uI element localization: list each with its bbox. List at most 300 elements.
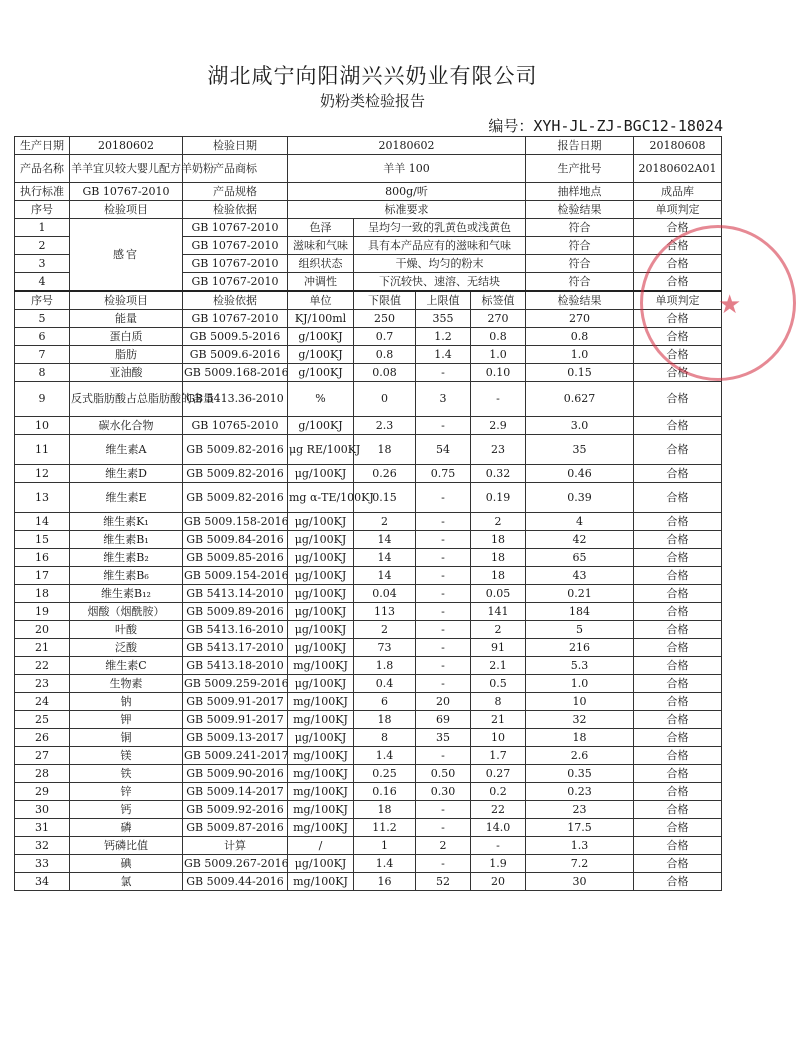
nutrient-row [15, 819, 722, 837]
nutrient-item: 镁 [70, 747, 183, 765]
nutrient-judgement: 合格 [634, 435, 722, 465]
sensory-requirement: 下沉较快、速溶、无结块 [354, 273, 526, 292]
info-row-1 [15, 137, 722, 155]
nutrient-basis: GB 5009.259-2016 [183, 675, 288, 693]
spec-label: 产品规格 [183, 183, 288, 201]
brand-value: 羊羊 100 [288, 155, 526, 183]
nutrient-label-value: 2.1 [471, 657, 526, 675]
nutrient-judgement: 合格 [634, 675, 722, 693]
nutrient-no: 19 [15, 603, 70, 621]
nutrient-row [15, 567, 722, 585]
nutrient-label-value: 0.2 [471, 783, 526, 801]
nutrient-head-label: 标签值 [471, 291, 526, 310]
report-number-value: XYH-JL-ZJ-BGC12-18024 [533, 117, 723, 135]
nutrient-result: 35 [526, 435, 634, 465]
nutrient-row [15, 346, 722, 364]
nutrient-no: 18 [15, 585, 70, 603]
nutrient-head-unit: 单位 [288, 291, 354, 310]
nutrient-basis: GB 5009.241-2017 [183, 747, 288, 765]
sensory-no: 3 [15, 255, 70, 273]
nutrient-min: 0.8 [354, 346, 416, 364]
nutrient-max: 52 [416, 873, 471, 891]
nutrient-basis: GB 5009.91-2017 [183, 693, 288, 711]
nutrient-unit: g/100KJ [288, 417, 354, 435]
nutrient-min: 73 [354, 639, 416, 657]
sensory-requirement: 干燥、均匀的粉末 [354, 255, 526, 273]
nutrient-unit: μg/100KJ [288, 549, 354, 567]
report-number-label: 编号： [488, 117, 534, 135]
sensory-basis: GB 10767-2010 [183, 237, 288, 255]
sensory-attribute: 色泽 [288, 219, 354, 237]
inspection-table [14, 136, 722, 891]
sensory-attribute: 滋味和气味 [288, 237, 354, 255]
nutrient-max: - [416, 639, 471, 657]
batch-value: 20180602A01 [634, 155, 722, 183]
nutrient-label-value: 2 [471, 513, 526, 531]
nutrient-result: 0.627 [526, 382, 634, 417]
nutrient-no: 10 [15, 417, 70, 435]
batch-label: 生产批号 [526, 155, 634, 183]
sensory-header-row [15, 201, 722, 219]
report-date-value: 20180608 [634, 137, 722, 155]
nutrient-result: 32 [526, 711, 634, 729]
info-row-2 [15, 155, 722, 183]
company-name: 湖北咸宁向阳湖兴兴奶业有限公司 [207, 64, 538, 88]
nutrient-result: 0.8 [526, 328, 634, 346]
nutrient-min: 2 [354, 621, 416, 639]
report-date-label: 报告日期 [526, 137, 634, 155]
nutrient-row [15, 328, 722, 346]
nutrient-max: - [416, 585, 471, 603]
nutrient-item: 叶酸 [70, 621, 183, 639]
nutrient-row [15, 483, 722, 513]
nutrient-row [15, 465, 722, 483]
nutrient-unit: % [288, 382, 354, 417]
nutrient-no: 16 [15, 549, 70, 567]
nutrient-min: 0.26 [354, 465, 416, 483]
nutrient-label-value: 2 [471, 621, 526, 639]
nutrient-result: 5 [526, 621, 634, 639]
nutrient-max: 20 [416, 693, 471, 711]
nutrient-no: 15 [15, 531, 70, 549]
nutrient-judgement: 合格 [634, 465, 722, 483]
nutrient-judgement: 合格 [634, 729, 722, 747]
nutrient-head-no: 序号 [15, 291, 70, 310]
standard-value: GB 10767-2010 [70, 183, 183, 201]
nutrient-item: 亚油酸 [70, 364, 183, 382]
nutrient-min: 18 [354, 711, 416, 729]
nutrient-max: 355 [416, 310, 471, 328]
nutrient-row [15, 621, 722, 639]
nutrient-result: 30 [526, 873, 634, 891]
nutrient-result: 1.3 [526, 837, 634, 855]
nutrient-head-max: 上限值 [416, 291, 471, 310]
nutrient-label-value: 23 [471, 435, 526, 465]
nutrient-label-value: 10 [471, 729, 526, 747]
info-row-3 [15, 183, 722, 201]
prod-date-label: 生产日期 [15, 137, 70, 155]
nutrient-judgement: 合格 [634, 513, 722, 531]
nutrient-row [15, 531, 722, 549]
nutrient-no: 24 [15, 693, 70, 711]
nutrient-result: 1.0 [526, 346, 634, 364]
nutrient-basis: GB 5009.44-2016 [183, 873, 288, 891]
nutrient-row [15, 382, 722, 417]
nutrient-judgement: 合格 [634, 693, 722, 711]
nutrient-max: - [416, 417, 471, 435]
nutrient-judgement: 合格 [634, 837, 722, 855]
nutrient-basis: GB 5413.16-2010 [183, 621, 288, 639]
nutrient-unit: mg/100KJ [288, 819, 354, 837]
nutrient-no: 12 [15, 465, 70, 483]
nutrient-min: 14 [354, 549, 416, 567]
test-date-label: 检验日期 [183, 137, 288, 155]
nutrient-no: 13 [15, 483, 70, 513]
nutrient-basis: GB 10767-2010 [183, 310, 288, 328]
nutrient-item: 蛋白质 [70, 328, 183, 346]
sensory-result: 符合 [526, 273, 634, 292]
nutrient-result: 0.35 [526, 765, 634, 783]
nutrient-label-value: 22 [471, 801, 526, 819]
sensory-group-label: 感官 [70, 219, 183, 292]
nutrient-no: 23 [15, 675, 70, 693]
nutrient-min: 14 [354, 531, 416, 549]
sensory-head-result: 检验结果 [526, 201, 634, 219]
sensory-judgement: 合格 [634, 255, 722, 273]
nutrient-max: - [416, 513, 471, 531]
nutrient-result: 65 [526, 549, 634, 567]
nutrient-basis: GB 5009.91-2017 [183, 711, 288, 729]
nutrient-result: 10 [526, 693, 634, 711]
nutrient-item: 维生素A [70, 435, 183, 465]
standard-label: 执行标准 [15, 183, 70, 201]
nutrient-basis: GB 5009.13-2017 [183, 729, 288, 747]
product-name-label: 产品名称 [15, 155, 70, 183]
nutrient-row [15, 417, 722, 435]
nutrient-min: 0.04 [354, 585, 416, 603]
nutrient-basis: 计算 [183, 837, 288, 855]
nutrient-min: 1.8 [354, 657, 416, 675]
nutrient-basis: GB 5009.90-2016 [183, 765, 288, 783]
nutrient-max: 69 [416, 711, 471, 729]
nutrient-label-value: 20 [471, 873, 526, 891]
nutrient-row [15, 310, 722, 328]
nutrient-label-value: 0.5 [471, 675, 526, 693]
nutrient-max: - [416, 531, 471, 549]
nutrient-result: 17.5 [526, 819, 634, 837]
nutrient-row [15, 603, 722, 621]
nutrient-unit: μg/100KJ [288, 621, 354, 639]
nutrient-max: 35 [416, 729, 471, 747]
nutrient-basis: GB 5009.84-2016 [183, 531, 288, 549]
nutrient-no: 9 [15, 382, 70, 417]
nutrient-judgement: 合格 [634, 639, 722, 657]
nutrient-head-result: 检验结果 [526, 291, 634, 310]
sensory-head-basis: 检验依据 [183, 201, 288, 219]
nutrient-min: 6 [354, 693, 416, 711]
nutrient-unit: μg/100KJ [288, 603, 354, 621]
nutrient-no: 11 [15, 435, 70, 465]
nutrient-basis: GB 5009.82-2016 [183, 465, 288, 483]
nutrient-min: 14 [354, 567, 416, 585]
nutrient-no: 8 [15, 364, 70, 382]
nutrient-header-row [15, 291, 722, 310]
nutrient-label-value: 21 [471, 711, 526, 729]
nutrient-min: 250 [354, 310, 416, 328]
nutrient-label-value: 0.27 [471, 765, 526, 783]
nutrient-max: 54 [416, 435, 471, 465]
nutrient-basis: GB 5009.87-2016 [183, 819, 288, 837]
nutrient-judgement: 合格 [634, 603, 722, 621]
sensory-row [15, 219, 722, 237]
nutrient-basis: GB 5413.17-2010 [183, 639, 288, 657]
nutrient-head-judge: 单项判定 [634, 291, 722, 310]
nutrient-row [15, 711, 722, 729]
nutrient-min: 11.2 [354, 819, 416, 837]
nutrient-result: 7.2 [526, 855, 634, 873]
nutrient-max: - [416, 567, 471, 585]
nutrient-result: 4 [526, 513, 634, 531]
sample-value: 成品库 [634, 183, 722, 201]
nutrient-judgement: 合格 [634, 747, 722, 765]
nutrient-item: 生物素 [70, 675, 183, 693]
nutrient-no: 27 [15, 747, 70, 765]
nutrient-no: 17 [15, 567, 70, 585]
sensory-no: 2 [15, 237, 70, 255]
nutrient-judgement: 合格 [634, 621, 722, 639]
nutrient-label-value: 18 [471, 531, 526, 549]
nutrient-min: 1.4 [354, 747, 416, 765]
nutrient-unit: μg/100KJ [288, 855, 354, 873]
nutrient-judgement: 合格 [634, 364, 722, 382]
nutrient-result: 0.39 [526, 483, 634, 513]
nutrient-basis: GB 5009.82-2016 [183, 435, 288, 465]
nutrient-row [15, 639, 722, 657]
nutrient-no: 25 [15, 711, 70, 729]
nutrient-min: 1.4 [354, 855, 416, 873]
nutrient-label-value: 0.8 [471, 328, 526, 346]
nutrient-label-value: 18 [471, 567, 526, 585]
nutrient-basis: GB 5009.267-2016 [183, 855, 288, 873]
nutrient-judgement: 合格 [634, 711, 722, 729]
nutrient-unit: mg/100KJ [288, 693, 354, 711]
nutrient-item: 维生素B₆ [70, 567, 183, 585]
nutrient-judgement: 合格 [634, 549, 722, 567]
nutrient-basis: GB 10765-2010 [183, 417, 288, 435]
sensory-result: 符合 [526, 255, 634, 273]
nutrient-basis: GB 5009.158-2016 [183, 513, 288, 531]
nutrient-max: - [416, 747, 471, 765]
nutrient-unit: μg/100KJ [288, 513, 354, 531]
nutrient-label-value: 18 [471, 549, 526, 567]
sensory-no: 1 [15, 219, 70, 237]
report-title: 奶粉类检验报告 [319, 92, 425, 110]
nutrient-row [15, 657, 722, 675]
sensory-result: 符合 [526, 237, 634, 255]
nutrient-label-value: 2.9 [471, 417, 526, 435]
sensory-basis: GB 10767-2010 [183, 273, 288, 292]
nutrient-unit: μg/100KJ [288, 729, 354, 747]
nutrient-judgement: 合格 [634, 531, 722, 549]
nutrient-label-value: 1.9 [471, 855, 526, 873]
nutrient-item: 钾 [70, 711, 183, 729]
nutrient-basis: GB 5009.6-2016 [183, 346, 288, 364]
nutrient-no: 14 [15, 513, 70, 531]
nutrient-row [15, 747, 722, 765]
nutrient-item: 维生素B₁₂ [70, 585, 183, 603]
nutrient-item: 维生素C [70, 657, 183, 675]
nutrient-unit: mg/100KJ [288, 657, 354, 675]
nutrient-basis: GB 5009.82-2016 [183, 483, 288, 513]
nutrient-max: 0.75 [416, 465, 471, 483]
sensory-basis: GB 10767-2010 [183, 255, 288, 273]
nutrient-min: 18 [354, 435, 416, 465]
nutrient-judgement: 合格 [634, 657, 722, 675]
nutrient-row [15, 837, 722, 855]
nutrient-min: 16 [354, 873, 416, 891]
nutrient-basis: GB 5413.14-2010 [183, 585, 288, 603]
nutrient-unit: μg/100KJ [288, 585, 354, 603]
nutrient-result: 2.6 [526, 747, 634, 765]
nutrient-unit: μg/100KJ [288, 465, 354, 483]
sample-label: 抽样地点 [526, 183, 634, 201]
nutrient-min: 18 [354, 801, 416, 819]
nutrient-no: 31 [15, 819, 70, 837]
nutrient-unit: g/100KJ [288, 346, 354, 364]
nutrient-no: 34 [15, 873, 70, 891]
nutrient-unit: mg/100KJ [288, 747, 354, 765]
nutrient-item: 钠 [70, 693, 183, 711]
nutrient-row [15, 549, 722, 567]
nutrient-min: 1 [354, 837, 416, 855]
nutrient-max: - [416, 364, 471, 382]
nutrient-judgement: 合格 [634, 417, 722, 435]
nutrient-min: 0.4 [354, 675, 416, 693]
nutrient-result: 43 [526, 567, 634, 585]
nutrient-item: 钙磷比值 [70, 837, 183, 855]
nutrient-judgement: 合格 [634, 585, 722, 603]
nutrient-unit: g/100KJ [288, 328, 354, 346]
report-number [488, 115, 723, 136]
sensory-no: 4 [15, 273, 70, 292]
stamp-star-icon: ★ [718, 290, 742, 320]
nutrient-no: 28 [15, 765, 70, 783]
nutrient-basis: GB 5413.36-2010 [183, 382, 288, 417]
nutrient-item: 维生素B₁ [70, 531, 183, 549]
nutrient-item: 烟酸（烟酰胺） [70, 603, 183, 621]
nutrient-unit: μg RE/100KJ [288, 435, 354, 465]
sensory-attribute: 冲调性 [288, 273, 354, 292]
nutrient-max: 1.4 [416, 346, 471, 364]
nutrient-judgement: 合格 [634, 801, 722, 819]
sensory-result: 符合 [526, 219, 634, 237]
nutrient-min: 0.16 [354, 783, 416, 801]
nutrient-row [15, 855, 722, 873]
nutrient-basis: GB 5009.154-2016 [183, 567, 288, 585]
nutrient-item: 铜 [70, 729, 183, 747]
nutrient-judgement: 合格 [634, 783, 722, 801]
nutrient-min: 0 [354, 382, 416, 417]
nutrient-label-value: 0.32 [471, 465, 526, 483]
nutrient-no: 30 [15, 801, 70, 819]
nutrient-label-value: - [471, 382, 526, 417]
sensory-head-judge: 单项判定 [634, 201, 722, 219]
nutrient-label-value: 1.0 [471, 346, 526, 364]
nutrient-row [15, 585, 722, 603]
nutrient-head-basis: 检验依据 [183, 291, 288, 310]
nutrient-item: 铁 [70, 765, 183, 783]
sensory-head-req: 标准要求 [288, 201, 526, 219]
nutrient-item: 碘 [70, 855, 183, 873]
nutrient-basis: GB 5009.85-2016 [183, 549, 288, 567]
nutrient-result: 0.46 [526, 465, 634, 483]
nutrient-item: 维生素E [70, 483, 183, 513]
nutrient-label-value: 0.10 [471, 364, 526, 382]
nutrient-result: 18 [526, 729, 634, 747]
nutrient-basis: GB 5009.5-2016 [183, 328, 288, 346]
sensory-head-item: 检验项目 [70, 201, 183, 219]
nutrient-min: 0.7 [354, 328, 416, 346]
nutrient-judgement: 合格 [634, 765, 722, 783]
nutrient-basis: GB 5009.92-2016 [183, 801, 288, 819]
nutrient-unit: μg/100KJ [288, 531, 354, 549]
nutrient-no: 33 [15, 855, 70, 873]
nutrient-no: 26 [15, 729, 70, 747]
nutrient-item: 氯 [70, 873, 183, 891]
nutrient-no: 20 [15, 621, 70, 639]
nutrient-row [15, 783, 722, 801]
nutrient-unit: KJ/100ml [288, 310, 354, 328]
nutrient-row [15, 765, 722, 783]
nutrient-result: 184 [526, 603, 634, 621]
spec-value: 800g/听 [288, 183, 526, 201]
brand-label: 产品商标 [183, 155, 288, 183]
nutrient-judgement: 合格 [634, 382, 722, 417]
nutrient-item: 钙 [70, 801, 183, 819]
nutrient-row [15, 801, 722, 819]
nutrient-basis: GB 5009.14-2017 [183, 783, 288, 801]
nutrient-item: 脂肪 [70, 346, 183, 364]
nutrient-max: - [416, 621, 471, 639]
nutrient-judgement: 合格 [634, 346, 722, 364]
nutrient-result: 0.23 [526, 783, 634, 801]
nutrient-unit: mg/100KJ [288, 783, 354, 801]
nutrient-min: 0.08 [354, 364, 416, 382]
nutrient-item: 碳水化合物 [70, 417, 183, 435]
nutrient-unit: mg/100KJ [288, 765, 354, 783]
sensory-basis: GB 10767-2010 [183, 219, 288, 237]
nutrient-judgement: 合格 [634, 855, 722, 873]
nutrient-label-value: 0.19 [471, 483, 526, 513]
nutrient-row [15, 729, 722, 747]
nutrient-max: - [416, 801, 471, 819]
nutrient-result: 1.0 [526, 675, 634, 693]
nutrient-max: - [416, 603, 471, 621]
nutrient-item: 维生素B₂ [70, 549, 183, 567]
nutrient-no: 21 [15, 639, 70, 657]
nutrient-judgement: 合格 [634, 567, 722, 585]
nutrient-min: 8 [354, 729, 416, 747]
nutrient-max: - [416, 819, 471, 837]
nutrient-min: 2.3 [354, 417, 416, 435]
nutrient-no: 32 [15, 837, 70, 855]
nutrient-max: 0.30 [416, 783, 471, 801]
nutrient-unit: mg/100KJ [288, 873, 354, 891]
nutrient-result: 3.0 [526, 417, 634, 435]
nutrient-judgement: 合格 [634, 483, 722, 513]
nutrient-min: 113 [354, 603, 416, 621]
test-date-value: 20180602 [288, 137, 526, 155]
